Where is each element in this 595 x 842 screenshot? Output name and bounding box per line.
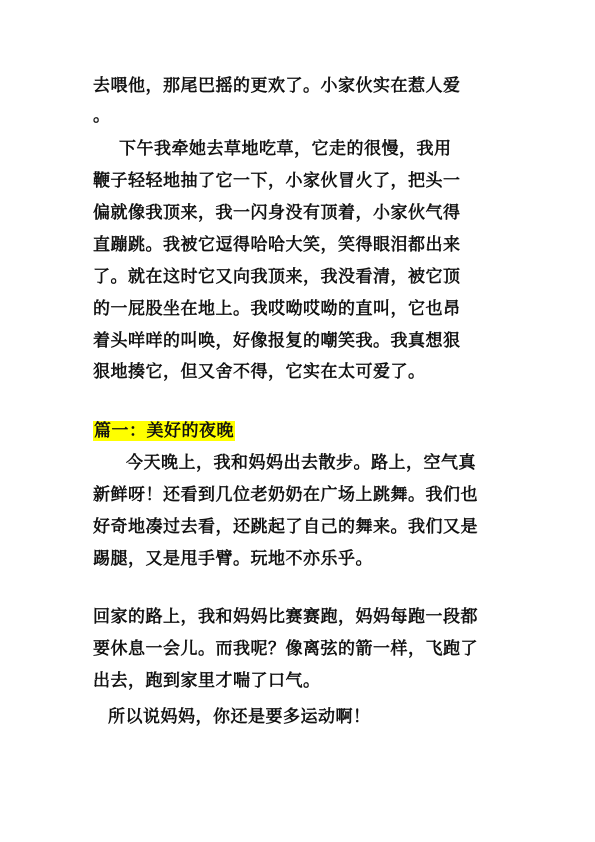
paragraph-2-line-5: 了。就在这时它又向我顶来，我没看清，被它顶 <box>93 267 461 287</box>
paragraph-4-line-1: 回家的路上，我和妈妈比赛赛跑，妈妈每跑一段都 <box>93 607 478 627</box>
paragraph-3-line-1: 今天晚上，我和妈妈出去散步。路上，空气真 <box>126 453 476 473</box>
paragraph-2-line-6: 的一屁股坐在地上。我哎呦哎呦的直叫，它也昂 <box>93 299 461 319</box>
paragraph-3-line-4: 踢腿，又是甩手臂。玩地不亦乐乎。 <box>93 549 373 569</box>
paragraph-5-line-1: 所以说妈妈，你还是要多运动啊！ <box>108 707 371 727</box>
section-heading-text: 篇一：美好的夜晚 <box>94 421 234 441</box>
paragraph-2-line-4: 直蹦跳。我被它逗得哈哈大笑，笑得眼泪都出来 <box>93 235 461 255</box>
paragraph-2-line-8: 狠地揍它，但又舍不得，它实在太可爱了。 <box>93 362 426 382</box>
paragraph-1-line-2: 。 <box>93 106 111 126</box>
paragraph-2-line-2: 鞭子轻轻地抽了它一下，小家伙冒火了，把头一 <box>93 171 461 191</box>
paragraph-1-line-1: 去喂他，那尾巴摇的更欢了。小家伙实在惹人爱 <box>93 76 461 96</box>
paragraph-4-line-3: 出去，跑到家里才喘了口气。 <box>93 671 321 691</box>
paragraph-2-line-1: 下午我牵她去草地吃草，它走的很慢，我用 <box>119 139 452 159</box>
paragraph-3-line-2: 新鲜呀！还看到几位老奶奶在广场上跳舞。我们也 <box>93 485 478 505</box>
section-heading <box>93 419 595 443</box>
paragraph-2-line-7: 着头咩咩的叫唤，好像报复的嘲笑我。我真想狠 <box>93 331 461 351</box>
paragraph-4-line-2: 要休息一会儿。而我呢？像离弦的箭一样，飞跑了 <box>93 639 478 659</box>
paragraph-2-line-3: 偏就像我顶来，我一闪身没有顶着，小家伙气得 <box>93 203 461 223</box>
paragraph-3-line-3: 好奇地凑过去看，还跳起了自己的舞来。我们又是 <box>93 517 478 537</box>
